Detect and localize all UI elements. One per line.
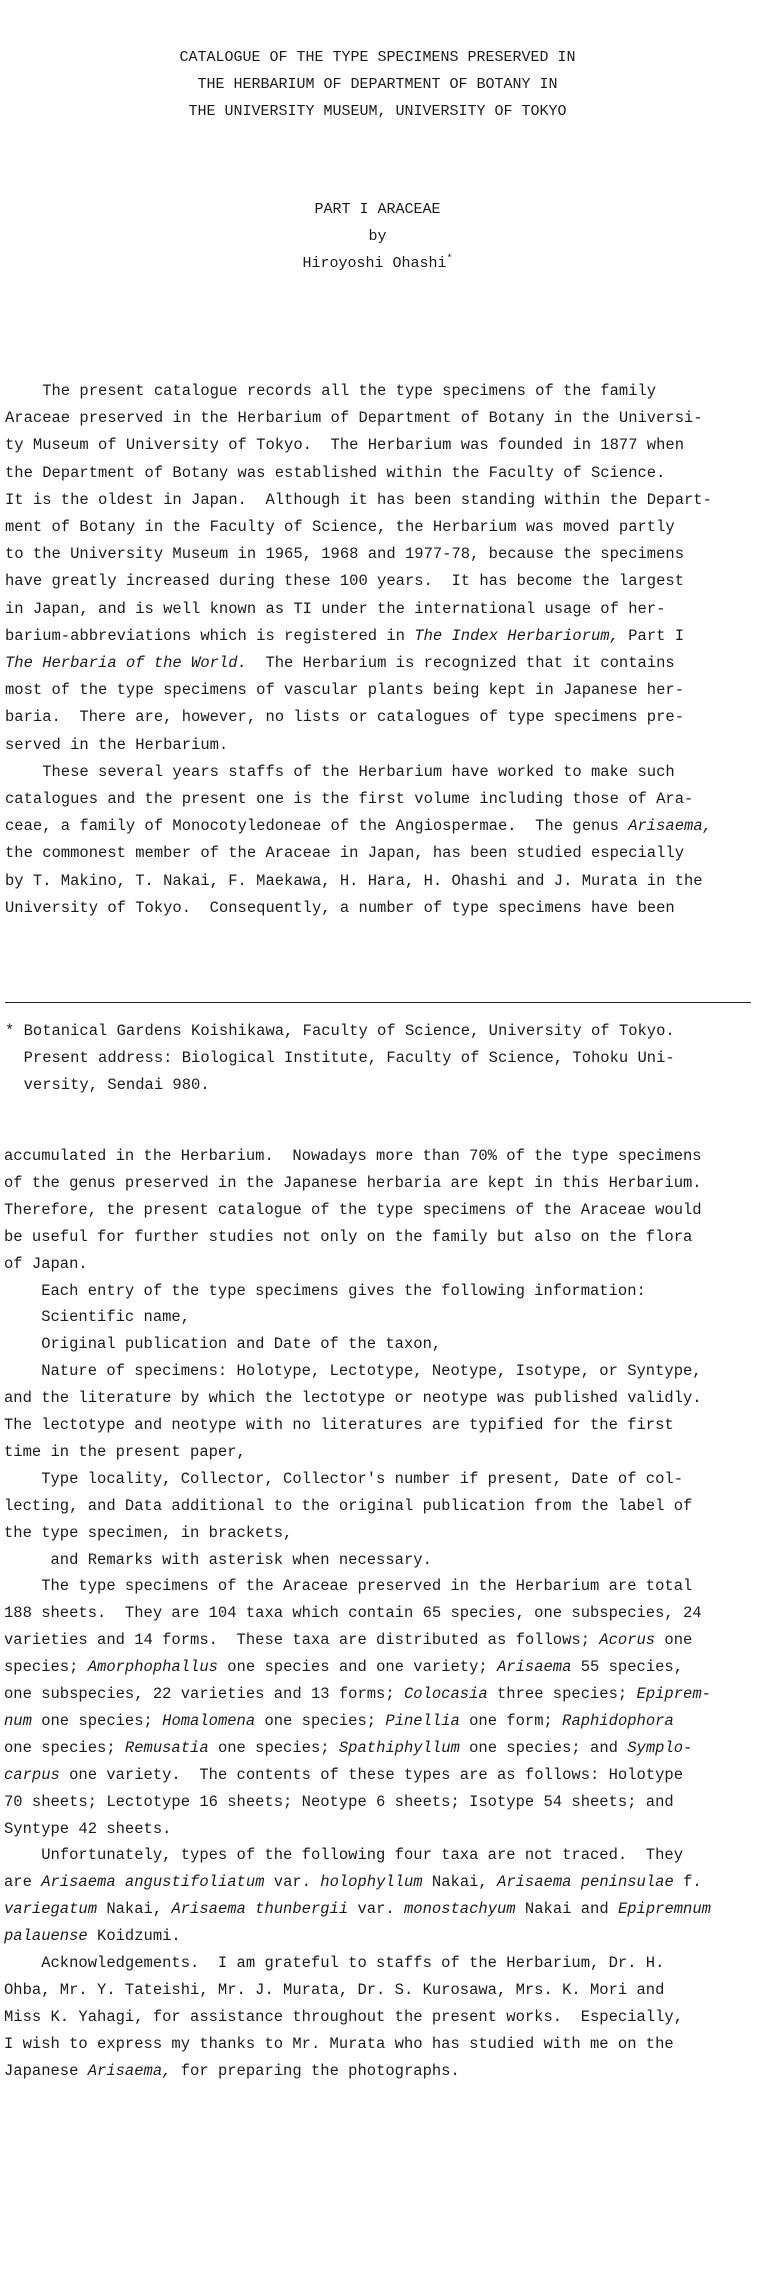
part-heading bbox=[0, 196, 755, 277]
text-segment: Ohba, Mr. Y. Tateishi, Mr. J. Murata, Dr. S. Kurosawa, Mrs. K. Mori and bbox=[4, 1980, 665, 1999]
footnote-divider bbox=[5, 1002, 751, 1003]
text-segment: most of the type specimens of vascular plants being kept in Japanese her- bbox=[5, 681, 685, 700]
text-line bbox=[5, 600, 665, 618]
text-line bbox=[4, 1927, 181, 1945]
text-line bbox=[4, 1416, 674, 1434]
text-segment: 188 sheets. They are 104 taxa which contain 65 species, one subspecies, 24 bbox=[4, 1604, 702, 1623]
text-segment: of Japan. bbox=[4, 1254, 88, 1273]
text-line bbox=[4, 1793, 674, 1811]
text-segment: baria. There are, however, no lists or catalogues of type specimens pre- bbox=[5, 708, 685, 727]
italic-segment: The Index Herbariorum, bbox=[414, 626, 619, 645]
text-line bbox=[5, 872, 703, 890]
text-line bbox=[4, 1873, 702, 1891]
text-segment: one species; bbox=[4, 1738, 125, 1757]
text-segment: University of Tokyo. Consequently, a number of type specimens have been bbox=[5, 898, 675, 917]
text-segment: the Department of Botany was established within the Faculty of Science. bbox=[5, 463, 666, 482]
text-line bbox=[4, 1604, 702, 1622]
italic-segment: holophyllum bbox=[320, 1873, 423, 1892]
text-segment: one variety. The contents of these types are as follows: Holotype bbox=[59, 1765, 684, 1784]
text-segment: one species and one variety; bbox=[217, 1658, 497, 1677]
text-line bbox=[5, 491, 712, 509]
text-line bbox=[4, 1900, 711, 1918]
text-segment: I wish to express my thanks to Mr. Murata who has studied with me on the bbox=[4, 2034, 674, 2053]
text-line bbox=[5, 681, 684, 699]
text-segment: ty Museum of University of Tokyo. The Herbarium was founded in 1877 when bbox=[5, 436, 685, 455]
text-line bbox=[5, 409, 703, 427]
text-segment: Araceae preserved in the Herbarium of Department of Botany in the Universi- bbox=[5, 409, 703, 428]
text-segment: in Japan, and is well known as TI under the international usage of her- bbox=[5, 599, 666, 618]
author-name: Hiroyoshi Ohashi bbox=[302, 255, 447, 272]
text-line bbox=[4, 1766, 683, 1784]
text-line bbox=[5, 817, 712, 835]
text-line bbox=[5, 464, 665, 482]
text-segment: f. bbox=[673, 1873, 702, 1892]
text-segment: The type specimens of the Araceae preserved in the Herbarium are total bbox=[4, 1577, 693, 1596]
text-line bbox=[4, 1443, 246, 1461]
text-segment: and the literature by which the lectotype or neotype was published validly. bbox=[4, 1389, 702, 1408]
text-line bbox=[4, 1685, 711, 1703]
text-line bbox=[4, 2008, 683, 2026]
catalogue-title bbox=[0, 44, 755, 125]
italic-segment: Spathiphyllum bbox=[338, 1738, 460, 1757]
text-line bbox=[5, 382, 656, 400]
text-segment: to the University Museum in 1965, 1968 and 1977-78, because the specimens bbox=[5, 545, 685, 564]
text-line bbox=[4, 1282, 646, 1300]
text-segment: Koidzumi. bbox=[87, 1927, 181, 1946]
text-segment: and Remarks with asterisk when necessary. bbox=[4, 1550, 432, 1569]
text-line bbox=[5, 545, 684, 563]
text-segment: accumulated in the Herbarium. Nowadays more than 70% of the type specimens bbox=[4, 1147, 702, 1165]
author-line bbox=[0, 250, 755, 277]
italic-segment: Colocasia bbox=[403, 1685, 488, 1703]
text-line bbox=[5, 627, 684, 645]
text-segment: Nakai, bbox=[422, 1873, 498, 1892]
text-line bbox=[4, 2062, 460, 2080]
italic-segment: Arisaema, bbox=[87, 2061, 172, 2080]
text-segment: Nakai, bbox=[97, 1900, 172, 1919]
text-segment: one bbox=[655, 1631, 693, 1650]
text-line bbox=[4, 1389, 702, 1407]
text-segment: the type specimen, in brackets, bbox=[4, 1523, 293, 1542]
text-line bbox=[4, 1631, 692, 1649]
text-line bbox=[5, 708, 684, 726]
text-line bbox=[5, 654, 675, 672]
text-segment: one species; and bbox=[459, 1738, 628, 1757]
text-segment: The lectotype and neotype with no literatures are typified for the first bbox=[4, 1416, 674, 1434]
text-line bbox=[5, 790, 693, 808]
by-line: by bbox=[368, 228, 387, 245]
author-footnote-mark: * bbox=[446, 254, 453, 265]
text-line bbox=[4, 2035, 674, 2053]
italic-segment: Arisaema bbox=[497, 1658, 572, 1677]
text-line bbox=[4, 1255, 88, 1273]
text-segment: Type locality, Collector, Collector's number if present, Date of col- bbox=[4, 1469, 684, 1488]
text-segment: Present address: Biological Institute, Faculty of Science, Tohoku Uni- bbox=[5, 1049, 675, 1067]
text-line bbox=[4, 1739, 692, 1757]
text-line bbox=[4, 1954, 664, 1972]
text-line bbox=[4, 1524, 292, 1542]
italic-segment: Homalomena bbox=[162, 1711, 256, 1730]
text-segment: one subspecies, 22 varieties and 13 forms; bbox=[4, 1685, 404, 1703]
text-segment: * Botanical Gardens Koishikawa, Faculty of Science, University of Tokyo. bbox=[5, 1022, 675, 1040]
title-line-2: THE HERBARIUM OF DEPARTMENT OF BOTANY IN bbox=[197, 76, 558, 93]
text-segment: barium-abbreviations which is registered in bbox=[5, 626, 415, 645]
text-segment: one species; bbox=[31, 1711, 163, 1730]
text-segment: are bbox=[4, 1873, 42, 1892]
text-segment: It is the oldest in Japan. Although it has been standing within the Depart- bbox=[5, 490, 712, 509]
text-line bbox=[5, 736, 228, 754]
text-segment: The present catalogue records all the type specimens of the family bbox=[5, 382, 657, 400]
text-segment: The Herbarium is recognized that it contains bbox=[246, 654, 675, 672]
text-segment: have greatly increased during these 100 years. It has become the largest bbox=[5, 572, 685, 591]
text-segment: Nature of specimens: Holotype, Lectotype, Neotype, Isotype, or Syntype, bbox=[4, 1362, 702, 1381]
text-segment: of the genus preserved in the Japanese herbaria are kept in this Herbarium. bbox=[4, 1173, 702, 1192]
italic-segment: Symplo- bbox=[627, 1738, 693, 1757]
text-line bbox=[5, 899, 675, 917]
text-segment: versity, Sendai 980. bbox=[5, 1076, 210, 1094]
italic-segment: variegatum bbox=[4, 1900, 98, 1919]
text-segment: varieties and 14 forms. These taxa are distributed as follows; bbox=[4, 1631, 600, 1650]
text-line bbox=[5, 572, 684, 590]
text-line bbox=[4, 1308, 190, 1326]
italic-segment: carpus bbox=[4, 1765, 60, 1784]
text-line bbox=[4, 1362, 702, 1380]
text-line bbox=[5, 763, 675, 781]
text-segment: lecting, and Data additional to the original publication from the label of bbox=[4, 1496, 693, 1515]
text-segment: var. bbox=[264, 1873, 321, 1892]
text-segment: Nakai and bbox=[515, 1900, 618, 1919]
text-segment: var. bbox=[348, 1900, 404, 1919]
text-segment: the commonest member of the Araceae in Japan, has been studied especially bbox=[5, 844, 685, 863]
text-segment: 55 species, bbox=[571, 1658, 684, 1677]
italic-segment: num bbox=[4, 1711, 32, 1730]
italic-segment: Epipremnum bbox=[617, 1900, 711, 1919]
text-segment: be useful for further studies not only on the family but also on the flora bbox=[4, 1227, 693, 1246]
title-line-3: THE UNIVERSITY MUSEUM, UNIVERSITY OF TOKYO bbox=[188, 103, 567, 120]
text-line bbox=[4, 1335, 441, 1353]
text-line bbox=[4, 1981, 664, 1999]
text-line bbox=[4, 1658, 683, 1676]
italic-segment: palauense bbox=[4, 1927, 88, 1946]
text-segment: one species; bbox=[255, 1711, 386, 1730]
text-line bbox=[4, 1551, 432, 1569]
italic-segment: Arisaema peninsulae bbox=[497, 1873, 674, 1892]
italic-segment: Epiprem- bbox=[636, 1685, 711, 1703]
italic-segment: The Herbaria of the World. bbox=[5, 654, 247, 672]
text-line bbox=[5, 436, 684, 454]
text-segment: Unfortunately, types of the following four taxa are not traced. They bbox=[4, 1846, 684, 1865]
text-segment: ment of Botany in the Faculty of Science, the Herbarium was moved partly bbox=[5, 518, 675, 536]
text-segment: Scientific name, bbox=[4, 1308, 191, 1327]
text-segment: ceae, a family of Monocotyledoneae of the Angiospermae. The genus bbox=[5, 817, 629, 836]
text-segment: 70 sheets; Lectotype 16 sheets; Neotype 6 sheets; Isotype 54 sheets; and bbox=[4, 1792, 674, 1811]
text-line bbox=[5, 1076, 210, 1094]
text-segment: These several years staffs of the Herbarium have worked to make such bbox=[5, 762, 675, 781]
text-segment: one form; bbox=[459, 1711, 563, 1730]
part-title: PART I ARACEAE bbox=[314, 201, 441, 218]
italic-segment: Remusatia bbox=[124, 1738, 209, 1757]
text-line bbox=[5, 1022, 675, 1040]
text-line bbox=[4, 1147, 702, 1165]
text-segment: catalogues and the present one is the first volume including those of Ara- bbox=[5, 790, 694, 808]
italic-segment: Pinellia bbox=[385, 1711, 460, 1730]
italic-segment: Arisaema, bbox=[628, 817, 712, 836]
text-segment: served in the Herbarium. bbox=[5, 735, 229, 754]
title-line-1: CATALOGUE OF THE TYPE SPECIMENS PRESERVED IN bbox=[179, 49, 576, 66]
text-line bbox=[4, 1174, 702, 1192]
italic-segment: Acorus bbox=[599, 1631, 656, 1650]
text-line bbox=[4, 1820, 171, 1838]
text-segment: three species; bbox=[487, 1685, 637, 1703]
text-line bbox=[5, 1049, 675, 1067]
text-segment: Original publication and Date of the taxon, bbox=[4, 1335, 442, 1354]
text-segment: Miss K. Yahagi, for assistance throughout the present works. Especially, bbox=[4, 2007, 684, 2026]
text-segment: for preparing the photographs. bbox=[171, 2061, 460, 2080]
text-line bbox=[5, 844, 684, 862]
text-segment: Syntype 42 sheets. bbox=[4, 1819, 172, 1838]
text-line bbox=[4, 1470, 683, 1488]
text-segment: Japanese bbox=[4, 2061, 88, 2080]
text-segment: species; bbox=[4, 1658, 88, 1677]
italic-segment: Arisaema thunbergii bbox=[171, 1900, 349, 1919]
text-line bbox=[4, 1201, 702, 1219]
text-segment: Acknowledgements. I am grateful to staffs of the Herbarium, Dr. H. bbox=[4, 1954, 665, 1972]
text-line bbox=[4, 1577, 692, 1595]
text-segment: by T. Makino, T. Nakai, F. Maekawa, H. Hara, H. Ohashi and J. Murata in the bbox=[5, 871, 703, 890]
text-line bbox=[4, 1846, 683, 1864]
text-line bbox=[4, 1228, 692, 1246]
italic-segment: monostachyum bbox=[403, 1900, 516, 1919]
text-segment: Part I bbox=[618, 626, 685, 645]
text-line bbox=[4, 1712, 674, 1730]
italic-segment: Arisaema angustifoliatum bbox=[41, 1873, 265, 1892]
text-segment: time in the present paper, bbox=[4, 1442, 246, 1461]
italic-segment: Raphidophora bbox=[562, 1711, 674, 1730]
text-segment: Therefore, the present catalogue of the type specimens of the Araceae would bbox=[4, 1200, 702, 1219]
text-line bbox=[5, 518, 675, 536]
text-line bbox=[4, 1497, 692, 1515]
text-segment: Each entry of the type specimens gives the following information: bbox=[4, 1281, 646, 1300]
text-segment: one species; bbox=[208, 1738, 339, 1757]
italic-segment: Amorphophallus bbox=[87, 1658, 218, 1677]
